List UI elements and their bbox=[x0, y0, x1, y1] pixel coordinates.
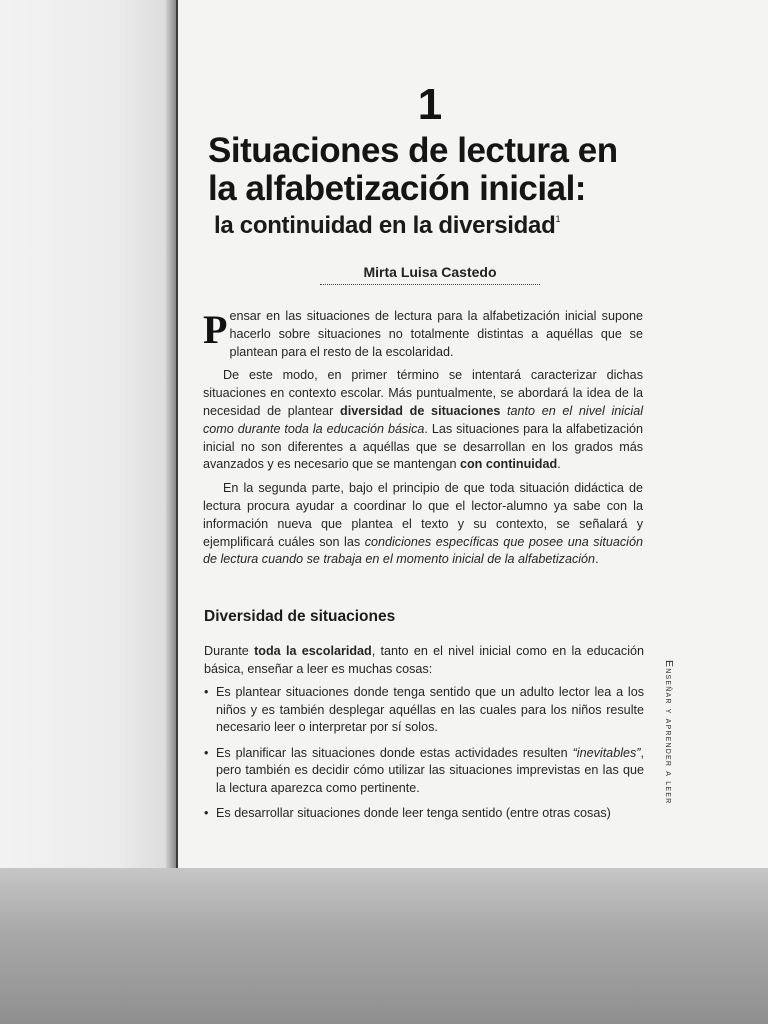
bullet-icon: • bbox=[204, 685, 209, 699]
section-p1-bold: toda la escolaridad bbox=[254, 644, 372, 658]
intro-text bbox=[203, 308, 643, 575]
intro-p3-end: . bbox=[595, 552, 599, 567]
intro-p2-b: . Las situaciones para la alfabetización inicial no son diferentes a aquéllas que se desarrollan en los grados más avanzados y es necesario que se mantengan bbox=[203, 421, 643, 472]
author-name: Mirta Luisa Castedo bbox=[320, 264, 540, 285]
intro-paragraph-3 bbox=[203, 480, 643, 569]
left-page bbox=[0, 0, 167, 878]
section-heading: Diversidad de situaciones bbox=[204, 608, 396, 625]
scanner-bed bbox=[0, 868, 768, 1024]
intro-p2-a: De este modo, en primer término se intentará caracterizar dichas situaciones en contexto escolar. Más puntualmente, se abordará la idea de la necesidad de plantear bbox=[203, 368, 643, 418]
intro-p2-bold2: con continuidad bbox=[459, 457, 558, 472]
intro-p2-italic: tanto en el nivel inicial como durante toda la educación básica bbox=[203, 403, 644, 436]
intro-p1-text: ensar en las situaciones de lectura para la alfabetización inicial supone hacerlo sobre situaciones no totalmente distintas a aquéllas que se plantean para el resto de la escolaridad. bbox=[229, 309, 643, 359]
bullet-icon: • bbox=[204, 806, 209, 820]
section-text bbox=[204, 643, 644, 831]
title-line-1: Situaciones de lectura en bbox=[208, 131, 618, 170]
running-head: Enseñar y aprender a leer bbox=[663, 660, 675, 805]
bullet-1-text: Es plantear situaciones donde tenga sentido que un adulto lector lea a los niños y es también desplegar aquéllas en las cuales para los niños resulte necesario leer o interpretar por sí solos. bbox=[216, 685, 644, 734]
chapter-number: 1 bbox=[417, 80, 443, 129]
section-paragraph-1 bbox=[204, 643, 644, 678]
subtitle-text: la continuidad en la diversidad bbox=[214, 212, 556, 239]
chapter-subtitle bbox=[214, 212, 654, 240]
intro-p2-end: . bbox=[557, 457, 561, 472]
chapter-title bbox=[208, 132, 648, 208]
bullet-2-italic: “inevitables” bbox=[572, 745, 641, 760]
intro-p3-italic: condiciones específicas que posee una situación de lectura cuando se trabaja en el momento inicial de la alfabetización bbox=[203, 534, 643, 567]
footnote-mark: 1 bbox=[555, 214, 561, 224]
intro-paragraph-1 bbox=[203, 308, 643, 361]
bullet-icon: • bbox=[204, 745, 209, 760]
intro-p3-a: En la segunda parte, bajo el principio de que toda situación didáctica de lectura procura ayudar a coordinar lo que el lector-alumno ya sabe con la información nueva que plantea el texto y su contexto, se señalará y ejemplificará cuáles son las bbox=[203, 481, 643, 549]
list-item bbox=[204, 745, 644, 798]
intro-p2-bold: diversidad de situaciones bbox=[340, 403, 501, 418]
intro-paragraph-2 bbox=[203, 367, 643, 474]
list-item bbox=[204, 805, 644, 823]
bullet-list bbox=[204, 684, 644, 823]
section-p1-a: Durante bbox=[204, 644, 255, 658]
bullet-2-a: Es planificar las situaciones donde estas actividades resulten bbox=[216, 745, 573, 760]
list-item bbox=[204, 684, 644, 737]
bullet-3-text: Es desarrollar situaciones donde leer tenga sentido (entre otras cosas) bbox=[216, 806, 611, 820]
section-p1-b: , tanto en el nivel inicial como en la educación básica, enseñar a leer es muchas cosas: bbox=[204, 644, 644, 676]
title-line-2: la alfabetización inicial: bbox=[208, 169, 586, 208]
drop-cap: P bbox=[203, 307, 228, 352]
bullet-2-b: , pero también es decidir cómo utilizar las situaciones imprevistas en las que la lectura aparezca como pertinente. bbox=[216, 745, 644, 795]
